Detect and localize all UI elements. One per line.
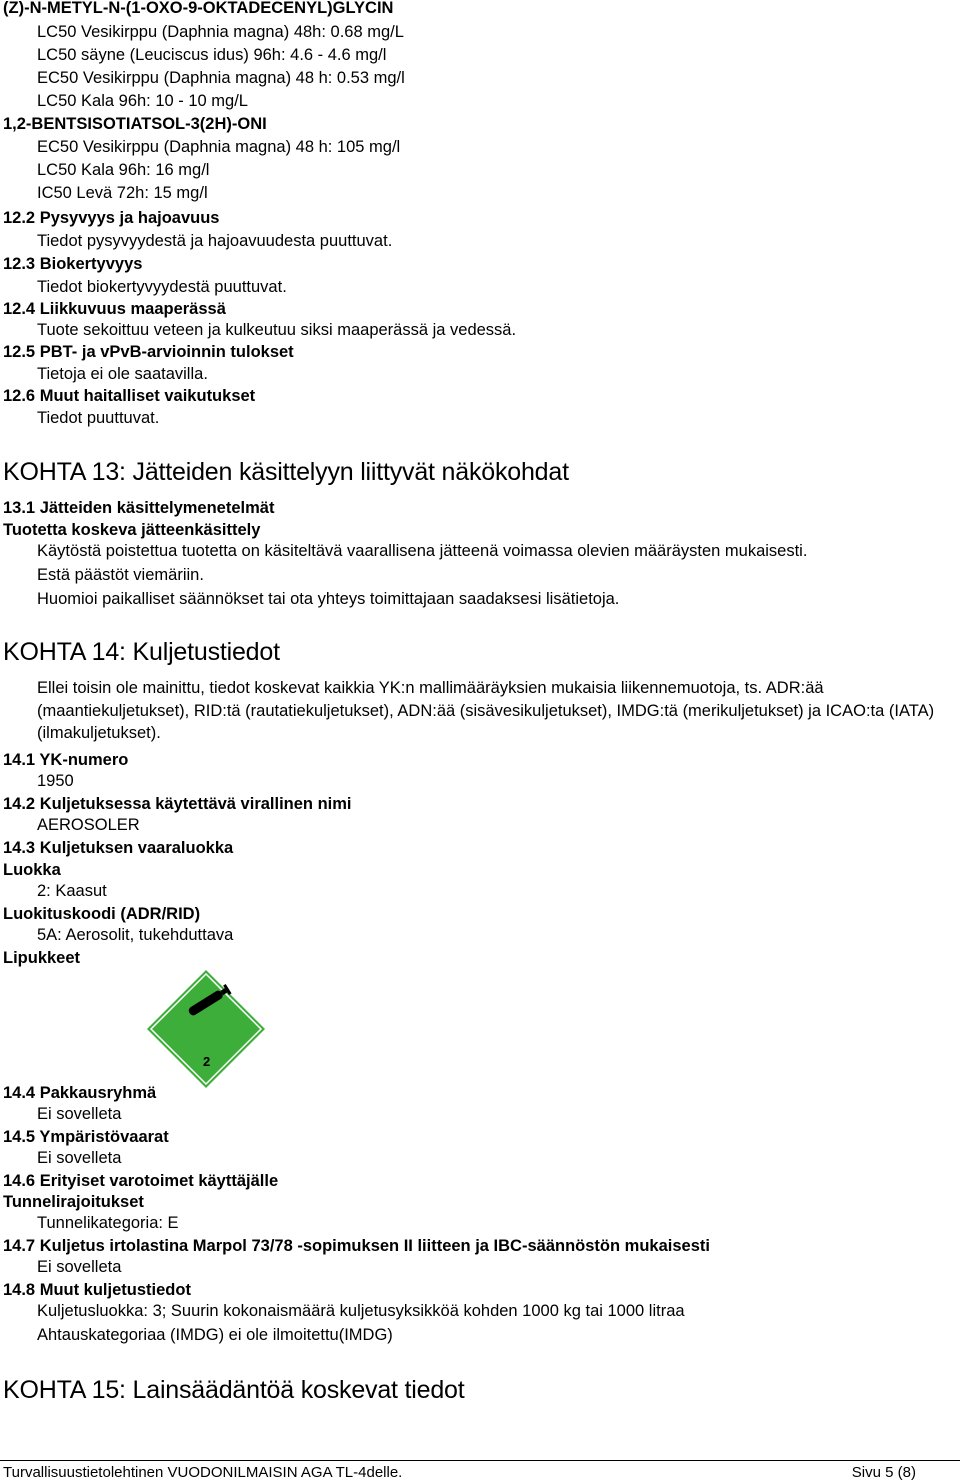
ecotox-value: IC50 Levä 72h: 15 mg/l: [37, 184, 208, 202]
subsection-heading: 12.5 PBT- ja vPvB-arvioinnin tulokset: [3, 343, 294, 361]
section-15-title: KOHTA 15: Lainsäädäntöä koskevat tiedot: [3, 1376, 465, 1404]
subsection-heading: 12.4 Liikkuvuus maaperässä: [3, 300, 226, 318]
subsection-text: Tiedot biokertyvyydestä puuttuvat.: [37, 278, 287, 296]
footer-document-title: Turvallisuustietolehtinen VUODONILMAISIN AGA TL-4delle.: [3, 1464, 403, 1481]
field-label: Lipukkeet: [3, 949, 81, 967]
substance-name: (Z)-N-METYL-N-(1-OXO-9-OKTADECENYL)GLYCIN: [3, 0, 394, 17]
other-transport-info: Kuljetusluokka: 3; Suurin kokonaismäärä kuljetusyksikköä kohden 1000 kg tai 1000 litraa: [37, 1302, 685, 1320]
hazard-placard-icon: [146, 969, 266, 1089]
un-number: 1950: [37, 772, 74, 790]
ecotox-value: LC50 Vesikirppu (Daphnia magna) 48h: 0.68 mg/L: [37, 23, 404, 41]
page-footer: [0, 1460, 960, 1484]
subsection-heading: 12.6 Muut haitalliset vaikutukset: [3, 387, 256, 405]
ecotox-value: EC50 Vesikirppu (Daphnia magna) 48 h: 105 mg/l: [37, 138, 401, 156]
ecotox-value: EC50 Vesikirppu (Daphnia magna) 48 h: 0.53 mg/l: [37, 69, 405, 87]
substance-name: 1,2-BENTSISOTIATSOL-3(2H)-ONI: [3, 115, 267, 133]
packing-group: Ei sovelleta: [37, 1105, 122, 1123]
placard-number: 2: [203, 1054, 211, 1069]
subsection-text: Tiedot pysyvyydestä ja hajoavuudesta puuttuvat.: [37, 232, 393, 250]
subsection-heading: 14.8 Muut kuljetustiedot: [3, 1281, 191, 1299]
ecotox-value: LC50 Kala 96h: 16 mg/l: [37, 161, 210, 179]
class-value: 2: Kaasut: [37, 882, 107, 900]
ecotox-value: LC50 Kala 96h: 10 - 10 mg/L: [37, 92, 248, 110]
subsection-heading: 14.3 Kuljetuksen vaaraluokka: [3, 839, 234, 857]
classification-code: 5A: Aerosolit, tukehduttava: [37, 926, 234, 944]
environmental-hazards: Ei sovelleta: [37, 1149, 122, 1167]
footer-page-number: Sivu 5 (8): [851, 1464, 916, 1481]
ecotox-value: LC50 säyne (Leuciscus idus) 96h: 4.6 - 4.6 mg/l: [37, 46, 387, 64]
subsection-heading: 14.2 Kuljetuksessa käytettävä virallinen nimi: [3, 795, 352, 813]
field-label: Tunnelirajoitukset: [3, 1193, 144, 1211]
subsection-heading: 14.1 YK-numero: [3, 751, 129, 769]
other-transport-info: Ahtauskategoriaa (IMDG) ei ole ilmoitettu(IMDG): [37, 1326, 393, 1344]
subsection-text: Tietoja ei ole saatavilla.: [37, 365, 208, 383]
subsection-heading: 14.7 Kuljetus irtolastina Marpol 73/78 -sopimuksen II liitteen ja IBC-säännöstön mukaisesti: [3, 1237, 710, 1255]
shipping-name: AEROSOLER: [37, 816, 140, 834]
group-heading: Tuotetta koskeva jätteenkäsittely: [3, 521, 261, 539]
subsection-heading: 14.6 Erityiset varotoimet käyttäjälle: [3, 1172, 279, 1190]
footer-divider: [0, 1460, 960, 1461]
transport-intro: Ellei toisin ole mainittu, tiedot koskevat kaikkia YK:n mallimääräyksien mukaisia liikennemuotoja, ts. ADR:ää (maantiekuljetukset), RID:tä (rautatiekuljetukset), ADN:ää (sisävesikuljetukset), IMDG:tä (merikuljetukset) ja ICAO:ta (IATA) (ilmakuljetukset).: [37, 679, 935, 742]
section-14-title: KOHTA 14: Kuljetustiedot: [3, 638, 280, 666]
field-label: Luokka: [3, 861, 61, 879]
subsection-heading: 13.1 Jätteiden käsittelymenetelmät: [3, 499, 275, 517]
subsection-heading: 12.2 Pysyvyys ja hajoavuus: [3, 209, 220, 227]
disposal-text: Käytöstä poistettua tuotetta on käsiteltävä vaarallisena jätteenä voimassa olevien määräysten mukaisesti.: [37, 542, 808, 560]
subsection-heading: 12.3 Biokertyvyys: [3, 255, 143, 273]
bulk-transport: Ei sovelleta: [37, 1258, 122, 1276]
field-label: Luokituskoodi (ADR/RID): [3, 905, 201, 923]
subsection-text: Tiedot puuttuvat.: [37, 409, 160, 427]
tunnel-category: Tunnelikategoria: E: [37, 1214, 179, 1232]
subsection-heading: 14.5 Ympäristövaarat: [3, 1128, 169, 1146]
subsection-text: Tuote sekoittuu veteen ja kulkeutuu siksi maaperässä ja vedessä.: [37, 321, 517, 339]
disposal-text: Estä päästöt viemäriin.: [37, 566, 204, 584]
subsection-heading: 14.4 Pakkausryhmä: [3, 1084, 157, 1102]
placard-diamond: [147, 970, 265, 1088]
section-13-title: KOHTA 13: Jätteiden käsittelyyn liittyvät näkökohdat: [3, 458, 569, 486]
disposal-text: Huomioi paikalliset säännökset tai ota yhteys toimittajaan saadaksesi lisätietoja.: [37, 590, 620, 608]
